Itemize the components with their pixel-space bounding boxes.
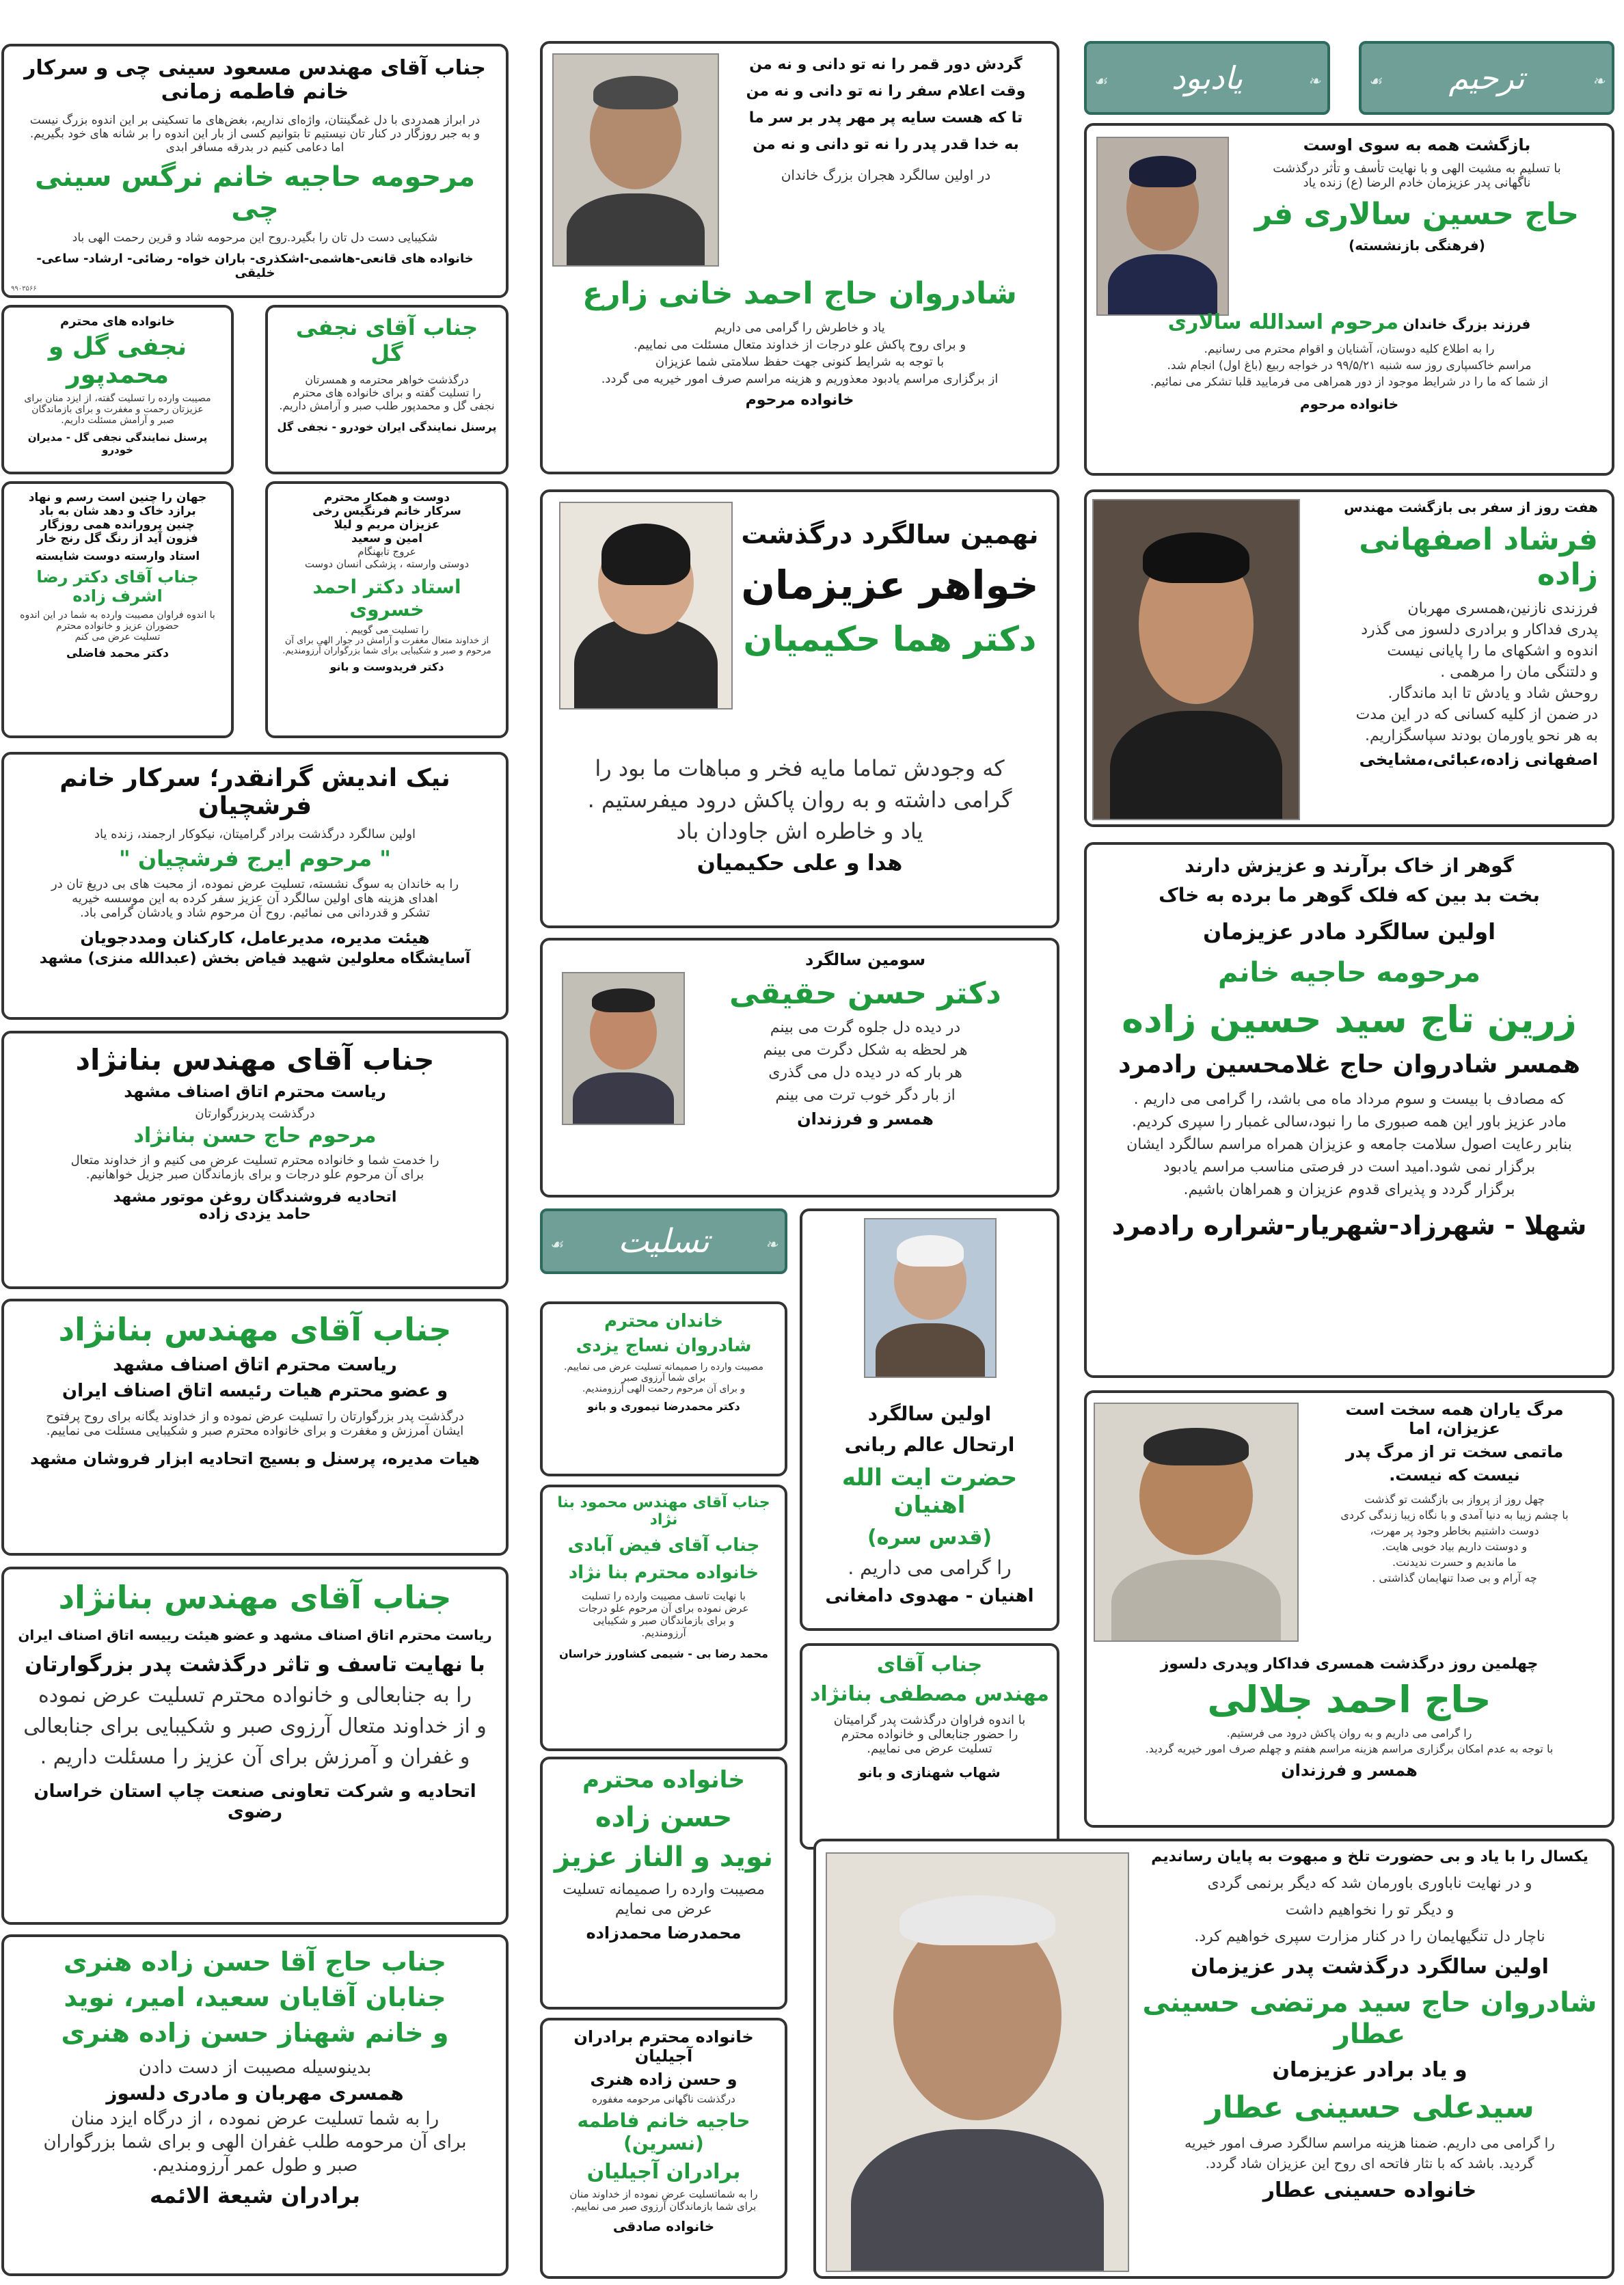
ad-text: دوست داشتیم بخاطر وجود پر مهرت،	[1370, 1524, 1539, 1537]
ad-text: را تسلیت می گوییم .	[344, 625, 429, 636]
ad-text: آرزومندیم.	[641, 1627, 686, 1639]
ad-heading: خاندان محترم	[604, 1311, 724, 1331]
ad-signature: دکتر محمد فاضلی	[66, 647, 170, 660]
ad-heading: سومین سالگرد	[804, 950, 926, 969]
ad-text: در اولین سالگرد هجران بزرگ خاندان	[781, 167, 991, 183]
section-label: ترحیم	[1448, 59, 1525, 96]
ad-text: صبر و طول عمر آرزومندیم.	[152, 2155, 358, 2176]
ad-text: یکسال را با یاد و بی حضورت تلخ و مبهوت به پایان رساندیم	[1151, 1848, 1588, 1865]
ad-title: جناب آقای مهندس بنانژاد	[75, 1043, 435, 1077]
ad-ashrafzadeh	[1, 481, 234, 738]
ad-text: صبر و آرامش مسئلت داریم.	[61, 415, 174, 426]
deceased-name: " مرحوم ایرج فرشچیان "	[119, 846, 391, 871]
ad-text: یاد و خاطرش را گرامی می داریم	[714, 321, 885, 335]
ad-text: از خداوند متعال مغفرت و آرامش در جوار الهی برای آن	[284, 636, 489, 646]
ad-text: و دوستت داریم بیاد خوبی هایت.	[1381, 1540, 1528, 1553]
ad-text: همسری مهربان و مادری دلسوز	[106, 2082, 404, 2105]
ad-text: مصیبت وارده را تسلیت گفته، از ایزد منان برای	[24, 393, 211, 404]
deceased-name: حاج حسین سالاری فر	[1254, 197, 1580, 232]
ad-title: جناب آقای نجفی گل	[295, 314, 478, 366]
ad-title: حسن زاده	[595, 1802, 733, 1833]
ad-text: تسلیت عرض می نماییم.	[867, 1742, 992, 1756]
ad-text: برای شما آرزوی صبر	[621, 1373, 706, 1383]
ad-title: جناب آقای مهندس بنانژاد	[58, 1311, 452, 1348]
ad-text: مراسم خاکسپاری روز سه شنبه ۹۹/۵/۲۱ در خواجه ربیع (باغ اول) انجام شد.	[1167, 359, 1532, 373]
ad-text: را گرامی می داریم و به روان پاکش درود می فرستیم.	[1226, 1727, 1472, 1740]
ad-heading: خانواده محترم بنا نژاد	[568, 1563, 759, 1583]
poem-line: وقت اعلام سفر را نه تو دانی و نه من	[746, 83, 1026, 100]
ad-text: شکیبایی دست دل تان را بگیرد.روح این مرحومه شاد و قرین رحمت الهی باد	[72, 231, 438, 245]
ad-text: را به جنابعالی و خانواده محترم تسلیت عرض نموده	[38, 1684, 472, 1707]
ad-title: نوید و الناز عزیز	[554, 1841, 774, 1873]
ad-heading: و عضو محترم هیات رئیسه اتاق اصناف ایران	[62, 1381, 448, 1401]
ad-signature: محمدرضا محمدزاده	[586, 1923, 742, 1943]
poem-line: بخت بد بین که فلک گوهر ما برده به خاک	[1159, 884, 1540, 906]
ad-text: درگذشت ناگهانی مرحومه مغفوره	[592, 2093, 735, 2105]
ad-heading: ریاست محترم اتاق اصناف مشهد و عضو هیئت رییسه اتاق اصناف ایران	[18, 1627, 492, 1643]
ad-heading: بازگشت همه به سوی اوست	[1303, 135, 1531, 154]
ad-text: از برگزاری مراسم یادبود معذوریم و هزینه مراسم صرف امور خیریه می گردد.	[601, 372, 999, 386]
ad-najafigol	[265, 305, 509, 474]
ad-text: را به خاندان به سوگ نشسته، تسلیت عرض نموده، از محبت های بی دریغ تان در	[51, 877, 459, 891]
ad-signature: خانواده حسینی عطار	[1262, 2178, 1477, 2202]
deceased-name: حضرت ایت الله اهنیان	[841, 1464, 1018, 1519]
ad-text: را گرامی می داریم. ضمنا هزینه مراسم سالگرد صرف امور خیریه	[1185, 2135, 1555, 2151]
ad-text: چه آرام و بی صدا تنهایمان گذاشتی .	[1372, 1571, 1537, 1584]
ad-heading: نهمین سالگرد درگذشت	[741, 519, 1039, 550]
ad-text: اولین سالگرد درگذشت برادر گرامیتان، نیکوکار ارجمند، زنده یاد	[94, 827, 416, 841]
ad-text: و از خداوند متعال آرزوی صبر و شکیبایی برای جنابعالی	[23, 1714, 487, 1738]
poem-line: گوهر از خاک برآرند و عزیزش دارند	[1185, 854, 1514, 877]
ad-signature: برادران شیعة الائمه	[150, 2182, 360, 2208]
deceased-name: حاج احمد جلالی	[1207, 1678, 1491, 1721]
ad-heading: خانواده محترم	[582, 1766, 745, 1794]
ad-heading: ریاست محترم اتاق اصناف مشهد	[113, 1355, 397, 1375]
ad-text: چهلمین روز درگذشت همسری فداکار وپدری دلسوز	[1160, 1655, 1539, 1673]
ad-haghighi	[540, 938, 1059, 1198]
poem-line: نیست که نیست.	[1389, 1465, 1520, 1485]
ad-text: درگذشت پدر بزرگوارتان را تسلیت عرض نموده و از خداوند یگانه برای روح پرفتوح	[46, 1409, 464, 1424]
ad-text: درگذشت خواهر محترمه و همسرتان	[305, 373, 469, 386]
section-label: تسلیت	[618, 1222, 709, 1260]
section-tab-condolence	[540, 1208, 787, 1274]
deceased-name: مرحوم حاج حسن بنانژاد	[133, 1124, 377, 1148]
ad-heading: مرحومه حاجیه خانم	[1218, 957, 1480, 988]
ad-signature: هدا و علی حکیمیان	[696, 850, 903, 876]
deceased-photo	[826, 1852, 1129, 2272]
ad-hassanzadeh-navid	[540, 1757, 787, 2010]
ad-bananejad-oil	[1, 1031, 509, 1289]
ad-text: را خدمت شما و خانواده محترم تسلیت عرض می کنیم و از خداوند متعال	[70, 1153, 439, 1167]
deceased-name: شادروان حاج احمد خانی زارع	[582, 276, 1017, 311]
deceased-name: استاد دکتر احمد خسروی	[312, 576, 461, 621]
ad-esfahanizadeh	[1084, 489, 1614, 827]
ad-title: جناب آقای مهندس مسعود سینی چی و سرکار خانم فاطمه زمانی	[24, 56, 486, 104]
ad-heading: و یاد برادر عزیزمان	[1272, 2058, 1467, 2082]
ad-heading: اولین سالگرد مادر عزیزمان	[1202, 919, 1496, 945]
ad-signature: هیات مدیره، پرسنل و بسیج اتحادیه ابزار فروشان مشهد	[30, 1449, 480, 1468]
ad-text: (فرهنگی بازنشسته)	[1349, 237, 1485, 254]
ornament-icon: ❧	[1592, 73, 1605, 90]
ad-heading: استاد وارسته دوست شایسته	[35, 550, 200, 563]
ad-heading: جناب آقای مهندس محمود بنا نژاد	[557, 1494, 770, 1528]
ad-text: دوستی وارسته ، پزشکی انسان دوست	[304, 558, 470, 570]
ad-text: روحش شاد و یادش تا ابد ماندگار.	[1388, 685, 1598, 702]
ad-text: اندوه و اشکهای ما را پایانی نیست	[1387, 643, 1598, 660]
poem-line: مرگ یاران همه سخت است عزیزان، اما	[1345, 1400, 1564, 1438]
ad-text: گرامی داشته و به روان پاکش درود میفرستیم .	[587, 787, 1012, 813]
ad-text: و دلتنگی مان را مرهمی .	[1440, 664, 1598, 681]
deceased-photo	[1094, 1403, 1299, 1642]
deceased-photo	[562, 972, 685, 1125]
ad-signature: اتحادیه و شرکت تعاونی صنعت چاپ استان خراسان رضوی	[33, 1781, 476, 1822]
ad-signature: دکتر فریدوست و بانو	[329, 660, 444, 673]
ad-signature: خانواده مرحوم	[1299, 396, 1399, 412]
ad-signature: آسایشگاه معلولین شهید فیاض بخش (عبدالله منزی) مشهد	[39, 950, 471, 967]
deceased-name: حاجیه خانم فاطمه (نسرین)	[577, 2109, 750, 2154]
deceased-name: دکتر حسن حقیقی	[729, 976, 1001, 1011]
ad-signature: هیئت مدیره، مدیرعامل، کارکنان ومددجویان	[80, 928, 430, 947]
ad-text: مصیبت وارده را صمیمانه تسلیت	[563, 1881, 765, 1898]
ad-signature: حامد یزدی زاده	[199, 1206, 311, 1223]
ad-signature: شهاب شهنازی و بانو	[858, 1764, 1001, 1781]
ad-heading: دوست و همکار محترم	[323, 491, 450, 504]
ad-text: بدینوسیله مصیبت از دست دادن	[138, 2057, 372, 2078]
ad-heading: هفت روز از سفر بی بازگشت مهندس	[1344, 499, 1598, 515]
ad-text: عروج تابهنگام	[357, 545, 416, 558]
deceased-name: شادروان نساج یزدی	[576, 1336, 752, 1356]
poem-line: چنین پرورانده همی روزگار	[40, 518, 195, 532]
deceased-photo	[864, 1218, 997, 1378]
ad-hakimian	[540, 489, 1059, 928]
ad-ahanian	[800, 1208, 1059, 1631]
ad-jalali	[1084, 1390, 1614, 1828]
ad-text: ما ماندیم و حسرت ندیدنت.	[1392, 1556, 1517, 1569]
ad-heading: برادران آجیلیان	[586, 2160, 741, 2184]
ad-title: جناب حاج آقا حسن زاده هنری	[63, 1947, 447, 1977]
deceased-photo	[1092, 499, 1300, 820]
ad-signature: پرسنل نمایندگی نجفی گل - مدیران خودرو	[27, 431, 208, 456]
ad-text: برای آن مرحومه طلب غفران الهی و برای شما بزرگواران	[43, 2132, 467, 2152]
ad-heading: همسر شادروان حاج غلامحسین رادمرد	[1118, 1051, 1580, 1079]
ad-signature: دکتر محمدرضا تیموری و بانو	[587, 1400, 740, 1413]
ornament-icon: ☙	[1094, 73, 1107, 90]
ad-signature: اهنیان - مهدوی دامغانی	[825, 1586, 1034, 1606]
deceased-name: مرحومه حاجیه خانم نرگس سینی چی	[35, 161, 475, 224]
poem-line: به خدا قدر پدر را نه تو دانی و نه من	[753, 136, 1019, 153]
ad-text: در ابراز همدردی با دل غمگینتان، واژه‌ای نداریم، بغض‌های ما تسکینی بر این اندوه بزرگ نیست	[29, 113, 481, 127]
ad-heading: عزیزان مریم و لیلا	[334, 518, 440, 532]
ad-text: با اندوه فراوان درگذشت پدر گرامیتان	[833, 1713, 1026, 1727]
ad-salarifar	[1084, 123, 1614, 476]
ad-sinichi	[1, 44, 509, 298]
ad-signature: خانواده مرحوم	[745, 392, 854, 409]
ad-khosravi	[265, 481, 509, 738]
ad-text: مصیبت وارده را صمیمانه تسلیت عرض می نماییم.	[564, 1362, 763, 1373]
ad-text: فرزند بزرگ خاندان	[1403, 316, 1531, 332]
ad-signature: محمد رضا بی - شیمی کشاورز خراسان	[559, 1647, 768, 1660]
ad-text: را به اطلاع کلیه دوستان، آشنایان و اقوام محترم می رسانیم.	[1204, 342, 1495, 356]
section-tab-tarhim	[1359, 41, 1614, 115]
ad-heading: ارتحال عالم ربانی	[844, 1433, 1015, 1456]
ad-bananejad-mostafa	[800, 1643, 1059, 1850]
ad-text: و به جبر روزگار در کنار تان نیستیم تا بتوانیم کسی از بار این اندوه را بر شانه های خود بگیریم.	[29, 127, 481, 141]
ad-text: پدری فداکار و برادری دلسوز می گذرد	[1361, 621, 1598, 638]
ad-text: تشکر و قدردانی می نمائیم. روح آن مرحوم شاد و یادشان گرامی باد.	[79, 906, 431, 920]
ad-heading: امین و سعید	[351, 532, 423, 545]
ad-heading: جناب آقای	[876, 1653, 983, 1677]
ad-text: را گرامی می داریم .	[848, 1556, 1012, 1579]
ad-text: و غفران و آمرزش برای آن عزیز را مسئلت داریم .	[40, 1745, 470, 1769]
ad-text: عرض می نمایم	[614, 1901, 713, 1918]
ad-heading: سرکار خانم فرنگیس رخی	[312, 504, 461, 518]
ad-signature: همسر و فرزندان	[1281, 1761, 1418, 1780]
ad-signature: اتحادیه فروشندگان روغن موتور مشهد	[113, 1189, 397, 1206]
ad-signature: خانواده صادقی	[612, 2218, 715, 2234]
ad-signature: شهلا - شهرزاد-شهریار-شراره رادمرد	[1111, 1211, 1587, 1241]
ad-text: که وجودش تماما مایه فخر و مباهات ما بود را	[595, 755, 1005, 781]
deceased-photo	[559, 502, 733, 709]
deceased-photo	[552, 53, 719, 267]
ad-heading: خانواده های محترم	[60, 314, 175, 329]
ad-text: و در نهایت ناباوری باورمان شد که دیگر برنمی گردی	[1207, 1875, 1532, 1892]
ad-line	[1087, 310, 1612, 334]
ad-title: جناب آقای مهندس بنانژاد	[58, 1579, 452, 1616]
deceased-name: جناب آقای دکتر رضا اشرف زاده	[36, 567, 199, 606]
ad-signature: همسر و فرزندان	[797, 1109, 934, 1128]
ad-text: چهل روز از پرواز بی بازگشت تو گذشت	[1364, 1493, 1545, 1506]
ad-text: و برای روح پاکش علو درجات از خداوند متعال مسئلت می نماییم.	[633, 338, 966, 352]
ad-text: و برای آن مرحوم رحمت الهی آرزومندیم.	[582, 1383, 746, 1394]
poem-line: فزون آید از رنگ گل رنج خار	[37, 532, 198, 545]
ad-text: با چشم زیبا به دنیا آمدی و با نگاه زیبا زندگی کردی	[1340, 1509, 1569, 1522]
ad-text: برای آن مرحوم علو درجات و برای بازماندگان صبر جزیل خواهانیم.	[85, 1167, 424, 1182]
ad-text: یاد و خاطره اش جاودان باد	[676, 818, 923, 844]
ad-text: ناچار دل تنگیهایمان را در کنار مزارت سپری خواهیم کرد.	[1194, 1928, 1545, 1945]
ad-text: با نهایت تاسف مصیبت وارده را تسلیت	[582, 1590, 746, 1602]
deceased-name: دکتر هما حکیمیان	[743, 619, 1037, 659]
ad-signature: اصفهانی زاده،عبائی،مشایخی	[1359, 750, 1598, 769]
ad-heading: جناب آقای فیض آبادی	[567, 1535, 760, 1556]
ad-ajilian	[540, 2018, 787, 2279]
ad-heading: ریاست محترم اتاق اصناف مشهد	[124, 1082, 386, 1101]
ad-text: با تسلیم به مشیت الهی و با نهایت تأسف و تأثر درگذشت	[1273, 161, 1561, 176]
ornament-icon: ❧	[1308, 73, 1321, 90]
ad-title: و خانم شهناز حسن زاده هنری	[61, 2018, 449, 2048]
ad-heading: (قدس سره)	[867, 1526, 992, 1550]
ad-heading: اولین سالگرد	[867, 1403, 992, 1425]
ad-text: را تسلیت گفته و برای خانواده های محترم	[293, 386, 481, 399]
ad-text: با اندوه فراوان مصیبت وارده به شما در این اندوه	[20, 610, 215, 621]
ad-text: فرزندی نازنین،همسری مهربان	[1407, 600, 1598, 617]
ad-signature: پرسنل نمایندگی ایران خودرو - نجفی گل	[277, 420, 497, 433]
ad-hassanzadeh-honari	[1, 1934, 509, 2276]
ad-khanizare	[540, 41, 1059, 474]
poem-line: از بار دگر خوب ترت می بینم	[775, 1087, 956, 1104]
ad-text: و دیگر تو را نخواهیم داشت	[1285, 1902, 1454, 1919]
deceased-name: سیدعلی حسینی عطار	[1205, 2090, 1534, 2125]
poem-line: هر بار که در دیده دل می گذری	[768, 1064, 962, 1081]
ad-text: برگزار نمی شود.امید است در فرصتی مناسب مراسم یادبود	[1163, 1159, 1536, 1176]
deceased-name: نجفی گل و محمدپور	[48, 333, 187, 389]
deceased-name: فرشاد اصفهانی زاده	[1359, 522, 1598, 592]
ad-heading: اولین سالگرد درگذشت پدر عزیزمان	[1191, 1955, 1549, 1979]
ornament-icon: ☙	[550, 1236, 563, 1254]
ad-nassaj-yazdi	[540, 1301, 787, 1476]
ad-text: نجفی گل و محمدپور طلب صبر و آرامش داریم.	[279, 399, 495, 412]
ad-text: تسلیت عرض می کنم	[75, 632, 161, 643]
ad-text: درگذشت پدربزرگوارتان	[195, 1107, 315, 1121]
ad-text: عزیزتان رحمت و مغفرت و برای بازماندگان	[31, 404, 204, 415]
ad-farshchian	[1, 752, 509, 1020]
father-name: مرحوم اسدالله سالاری	[1167, 310, 1399, 334]
ad-text: مرحوم و صبر و شکیبایی برای شما بزرگواران آرزومندیم.	[282, 646, 491, 656]
ad-text: که مصادف با بیست و سوم مرداد ماه می باشد، را گرامی می داریم .	[1133, 1091, 1565, 1108]
ad-title: جنابان آقایان سعید، امیر، نوید	[64, 1982, 446, 2012]
ad-text: را حضور جنابعالی و خانواده محترم	[841, 1727, 1018, 1742]
deceased-name: زرین تاج سید حسین زاده	[1122, 998, 1577, 1041]
ad-text: را به شما تسلیت عرض نموده ، از درگاه ایزد منان	[70, 2109, 439, 2129]
section-label: یادبود	[1171, 59, 1243, 96]
ornament-icon: ❧	[765, 1236, 778, 1254]
ad-text: از شما که ما را در شرایط موجود از دور همراهی می فرمایید قلبا تشکر می نمائیم.	[1150, 375, 1548, 389]
ad-hosseini-attar	[813, 1839, 1614, 2279]
ad-bananejad-print	[1, 1567, 509, 1925]
ad-text: برگزار گردد و پذیرای قدوم عزیزان و همراهان باشیم.	[1183, 1181, 1515, 1198]
ad-text: گردید. باشد که با نثار فاتحه ای روح این عزیزان شاد گردد.	[1205, 2155, 1534, 2172]
ad-text: حضوران عزیز و خانواده محترم	[56, 621, 179, 632]
poem-line: ماتمی سخت تر از مرگ پدر	[1345, 1442, 1564, 1461]
poem-line: گردش دور قمر را نه تو دانی و نه من	[749, 56, 1023, 73]
ornament-icon: ☙	[1368, 73, 1382, 90]
ad-text: با نهایت تاسف و تاثر درگذشت پدر بزرگوارتان	[25, 1653, 485, 1677]
ad-heading: خانواده محترم برادران آجیلیان	[573, 2027, 754, 2066]
ad-bananejad-tools	[1, 1299, 509, 1556]
ad-title: نیک اندیش گرانقدر؛ سرکار خانم فرشچیان	[59, 764, 450, 820]
poem-line: جهان را چنین است رسم و نهاد	[28, 491, 207, 504]
deceased-name: شادروان حاج سید مرتضی حسینی عطار	[1142, 1987, 1597, 2050]
poem-line: تا که هست سایه پر مهر پدر بر سر ما	[748, 109, 1023, 126]
ad-banannejad-mahmoud	[540, 1485, 787, 1751]
poem-line: در دیده دل جلوه گرت می بینم	[770, 1019, 961, 1036]
section-tab-yadbood	[1084, 41, 1330, 115]
ad-text: به هر نحو یاورمان بودند سپاسگزاریم.	[1365, 727, 1598, 744]
ad-text: اما دعامی کنیم در بدرقه مسافر ابدی	[165, 141, 344, 154]
deceased-name: مهندس مصطفی بنانژاد	[810, 1682, 1049, 1706]
deceased-photo	[1096, 137, 1229, 316]
ad-radmard	[1084, 842, 1614, 1378]
ad-signature: خانواده های قانعی-هاشمی-اشکذری- باران خواه- رضائی- ارشاد- ساعی-خلیقی	[36, 252, 474, 280]
ad-text: اهدای هزینه های اولین سالگرد آن عزیز سفر کرده به این موسسه خیریه	[72, 891, 438, 906]
ad-heading: و حسن زاده هنری	[590, 2070, 737, 2089]
ad-najafigol-family	[1, 305, 234, 474]
ad-text: برای شما بازماندگان آرزوی صبر می نماییم.	[571, 2200, 757, 2213]
ad-text: مادر عزیز باور این همه صبوری ما را نبود،سالی غمبار را سپری کردیم.	[1131, 1113, 1567, 1131]
ad-text: و برای بازماندگان صبر و شکیبایی	[593, 1614, 735, 1627]
ad-text: بنابر رعایت اصول سلامت جامعه و عزیزان همراه مراسم سالگرد ایشان	[1126, 1136, 1572, 1153]
ad-code: ۹۹۰۳۵۶۶	[11, 285, 37, 293]
ad-text: در ضمن از کلیه کسانی که در این مدت	[1355, 706, 1598, 723]
ad-text: ناگهانی پدر عزیزمان خادم الرضا (ع) زنده یاد	[1303, 176, 1531, 190]
ad-text: ایشان آمرزش و مغفرت و برای خانواده محترم صبر و شکیبایی مسئلت می نماییم.	[46, 1424, 464, 1438]
ad-title: خواهر عزیزمان	[741, 562, 1039, 608]
poem-line: هر لحظه به شکل دگرت می بینم	[763, 1042, 968, 1059]
poem-line: برازد خاک و دهد شان به باد	[39, 504, 196, 518]
ad-text: را به شماتسلیت عرض نموده از خداوند منان	[569, 2188, 758, 2200]
ad-text: با توجه به عدم امکان برگزاری مراسم هزینه مراسم هفتم و چهلم صرف امور خیریه گردید.	[1145, 1742, 1554, 1755]
ad-text: با توجه به شرایط کنونی جهت حفظ سلامتی شما عزیزان	[655, 355, 945, 369]
ad-text: عرض نموده برای آن مرحوم علو درجات	[578, 1602, 749, 1614]
